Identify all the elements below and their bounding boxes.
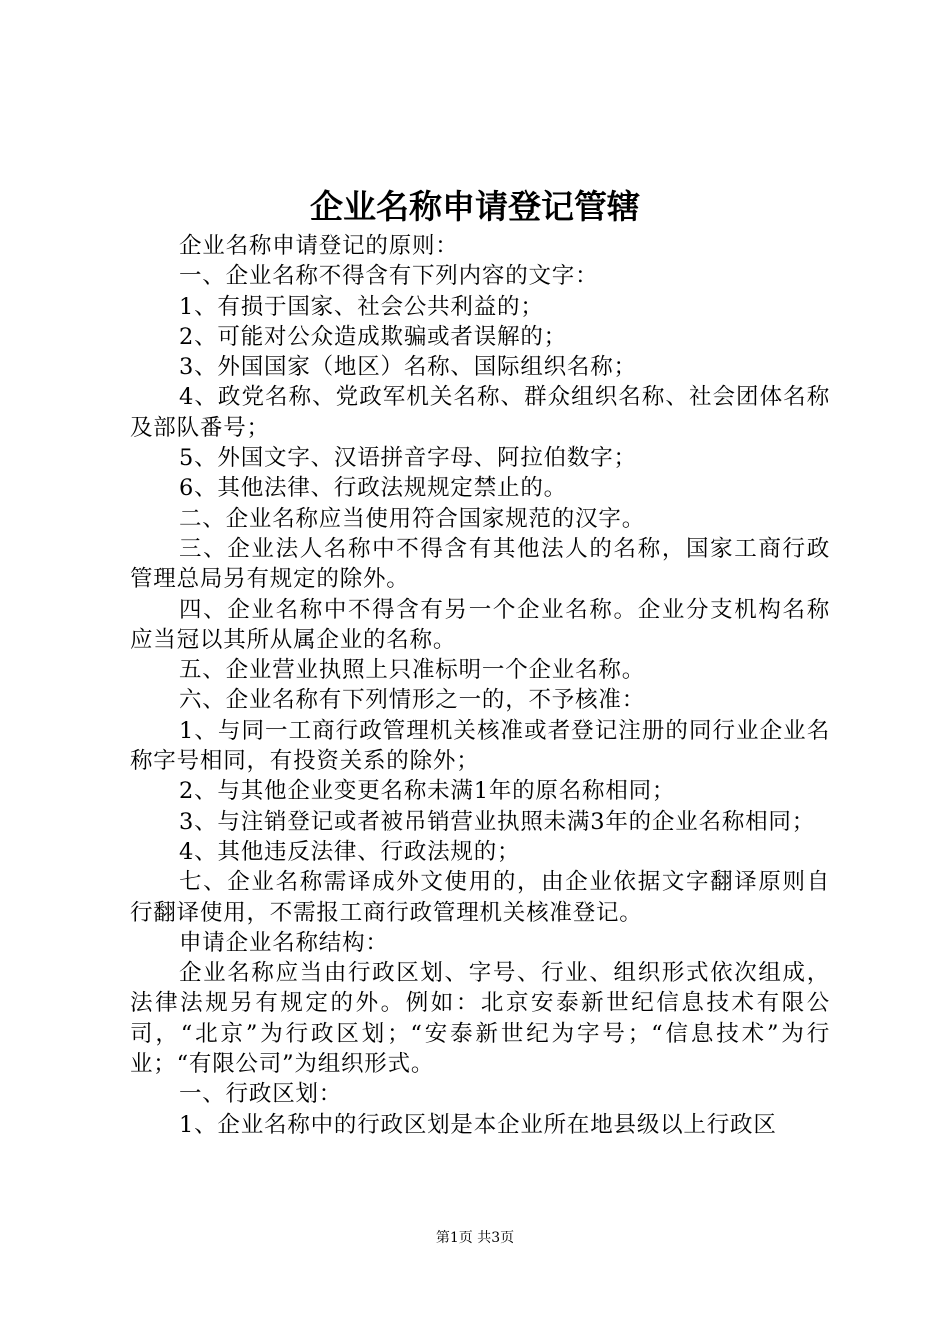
paragraph: 三、企业法人名称中不得含有其他法人的名称，国家工商行政管理总局另有规定的除外。 [130,535,830,593]
document-title: 企业名称申请登记管辖 [310,187,640,226]
paragraph: 七、企业名称需译成外文使用的，由企业依据文字翻译原则自行翻译使用，不需报工商行政管理机关核准登记。 [130,869,830,926]
paragraph: 二、企业名称应当使用符合国家规范的汉字。 [179,505,646,532]
paragraph: 4、其他违反法律、行政法规的； [179,838,521,865]
paragraph: 企业名称应当由行政区划、字号、行业、组织形式依次组成，法律法规另有规定的外。例如：北京安泰新世纪信息技术有限公司，“北京”为行政区划；“安泰新世纪为字号；“信息技术”为行业；“有限公司”为组织形式。 [130,960,830,1078]
page-footer: 第1页 共3页 [435,1230,515,1246]
paragraph: 2、与其他企业变更名称未满1年的原名称相同； [179,778,676,805]
paragraph: 3、外国国家（地区）名称、国际组织名称； [179,354,637,381]
document-body [130,231,830,1140]
paragraph: 四、企业名称中不得含有另一个企业名称。企业分支机构名称应当冠以其所从属企业的名称。 [130,596,830,653]
paragraph: 2、可能对公众造成欺骗或者误解的； [179,323,567,350]
paragraph: 1、有损于国家、社会公共利益的； [179,293,544,320]
paragraph: 1、企业名称中的行政区划是本企业所在地县级以上行政区 [179,1111,777,1138]
paragraph: 5、外国文字、汉语拼音字母、阿拉伯数字； [179,445,637,472]
paragraph: 五、企业营业执照上只准标明一个企业名称。 [179,657,646,684]
paragraph: 6、其他法律、行政法规规定禁止的。 [179,475,567,502]
paragraph: 一、企业名称不得含有下列内容的文字： [179,263,599,290]
paragraph: 六、企业名称有下列情形之一的，不予核准： [179,687,646,714]
paragraph: 企业名称申请登记的原则： [179,233,459,259]
paragraph: 申请企业名称结构： [179,929,389,956]
paragraph: 一、行政区划： [179,1081,343,1108]
paragraph: 4、政党名称、党政军机关名称、群众组织名称、社会团体名称及部队番号； [130,384,830,441]
paragraph: 3、与注销登记或者被吊销营业执照未满3年的企业名称相同； [179,808,816,835]
paragraph: 1、与同一工商行政管理机关核准或者登记注册的同行业企业名称字号相同，有投资关系的除外； [130,717,830,775]
